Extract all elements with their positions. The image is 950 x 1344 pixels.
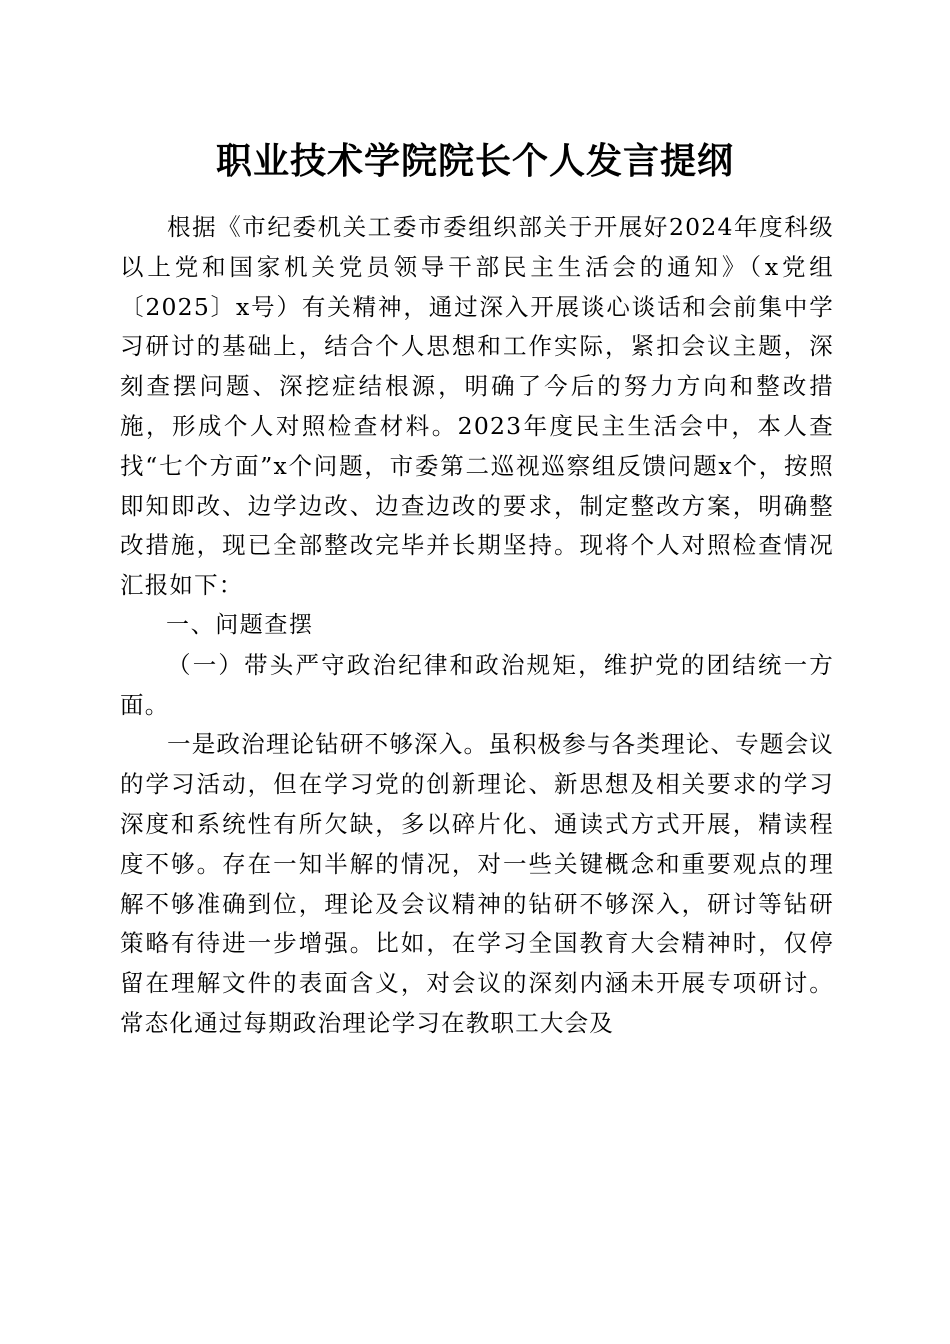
document-body bbox=[120, 208, 834, 1044]
body-paragraph: 一是政治理论钻研不够深入。虽积极参与各类理论、专题会议的学习活动，但在学习党的创新理论、新思想及相关要求的学习深度和系统性有所欠缺，多以碎片化、通读式方式开展，精读程度不够。存在一知半解的情况，对一些关键概念和重要观点的理解不够准确到位，理论及会议精神的钻研不够深入，研讨等钻研策略有待进一步增强。比如，在学习全国教育大会精神时，仅停留在理解文件的表面含义，对会议的深刻内涵未开展专项研讨。常态化通过每期政治理论学习在教职工大会及 bbox=[120, 730, 834, 1037]
subsection-heading: （一）带头严守政治纪律和政治规矩，维护党的团结统一方面。 bbox=[120, 650, 834, 719]
section-heading: 一、问题查摆 bbox=[166, 611, 314, 638]
intro-paragraph: 根据《市纪委机关工委市委组织部关于开展好2024年度科级以上党和国家机关党员领导干部民主生活会的通知》（x党组〔2025〕x号）有关精神，通过深入开展谈心谈话和会前集中学习研讨的基础上，结合个人思想和工作实际，紧扣会议主题，深刻查摆问题、深挖症结根源，明确了今后的努力方向和整改措施，形成个人对照检查材料。2023年度民主生活会中，本人查找“七个方面”x个问题，市委第二巡视巡察组反馈问题x个，按照即知即改、边学边改、边查边改的要求，制定整改方案，明确整改措施，现已全部整改完毕并长期坚持。现将个人对照检查情况汇报如下： bbox=[120, 213, 834, 600]
document-title: 职业技术学院院长个人发言提纲 bbox=[215, 140, 734, 182]
